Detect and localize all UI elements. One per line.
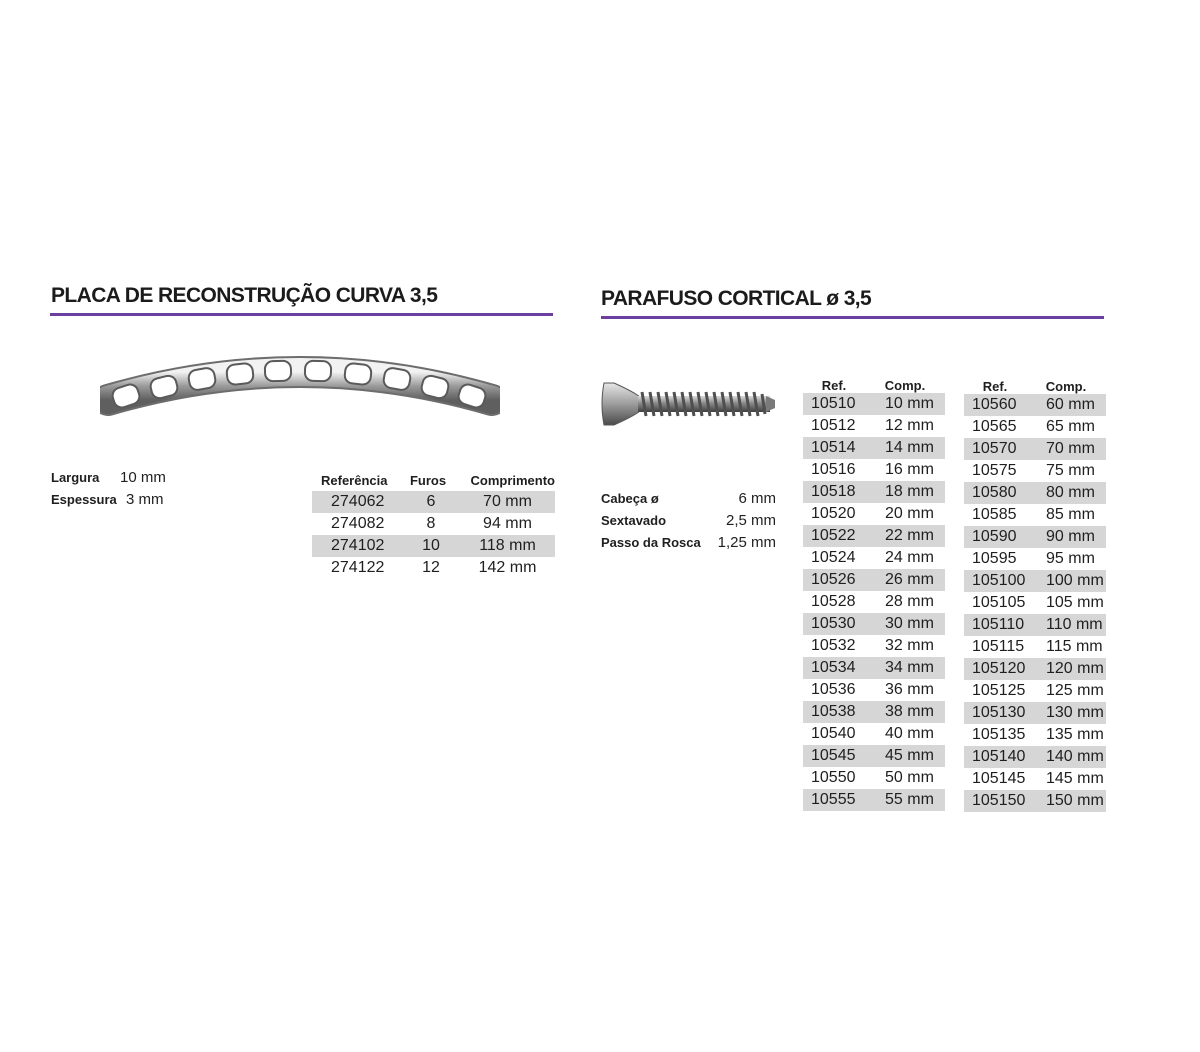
table-row xyxy=(803,679,945,701)
cell-ref: 274082 xyxy=(331,515,385,532)
table-row xyxy=(803,415,945,437)
cell-length: 45 mm xyxy=(885,747,934,764)
spec-label: Sextavado xyxy=(601,513,667,528)
spec-row-head xyxy=(601,488,776,510)
plate-table xyxy=(312,468,555,579)
spec-label: Espessura xyxy=(51,492,117,507)
header-length: Comp. xyxy=(1045,379,1087,394)
cell-length: 38 mm xyxy=(885,703,934,720)
cell-length: 110 mm xyxy=(1046,616,1103,633)
table-header xyxy=(803,371,945,393)
cell-ref: 10514 xyxy=(811,439,856,456)
cell-ref: 10550 xyxy=(811,769,856,786)
table-row xyxy=(803,635,945,657)
cell-length: 90 mm xyxy=(1046,528,1095,545)
table-row xyxy=(964,702,1106,724)
spec-row-width xyxy=(51,467,166,489)
spec-label: Cabeça ø xyxy=(601,491,659,506)
table-row xyxy=(312,513,555,535)
table-row xyxy=(803,503,945,525)
header-ref: Ref. xyxy=(821,378,847,393)
cell-ref: 10560 xyxy=(972,396,1017,413)
cell-length: 14 mm xyxy=(885,439,934,456)
curved-plate-icon xyxy=(100,350,500,425)
screw-title-rule xyxy=(601,316,1104,319)
cell-ref: 10534 xyxy=(811,659,856,676)
cell-ref: 10528 xyxy=(811,593,856,610)
cell-length: 65 mm xyxy=(1046,418,1095,435)
cell-ref: 10595 xyxy=(972,550,1017,567)
cell-length: 12 mm xyxy=(885,417,934,434)
table-row xyxy=(803,569,945,591)
table-header xyxy=(964,372,1106,394)
header-reference: Referência xyxy=(321,473,388,488)
cell-ref: 10545 xyxy=(811,747,856,764)
cell-holes: 10 xyxy=(422,537,440,554)
cell-length: 34 mm xyxy=(885,659,934,676)
spec-value: 2,5 mm xyxy=(725,512,776,529)
cell-ref: 10570 xyxy=(972,440,1017,457)
table-row xyxy=(964,768,1106,790)
table-row xyxy=(803,393,945,415)
cell-ref: 105115 xyxy=(972,638,1025,655)
cell-length: 115 mm xyxy=(1046,638,1103,655)
cell-length: 55 mm xyxy=(885,791,934,808)
cell-length: 100 mm xyxy=(1046,572,1104,589)
cell-ref: 10575 xyxy=(972,462,1017,479)
cell-ref: 105105 xyxy=(972,594,1026,611)
cell-length: 20 mm xyxy=(885,505,934,522)
table-row xyxy=(964,416,1106,438)
cell-length: 75 mm xyxy=(1046,462,1095,479)
cell-length: 70 mm xyxy=(1046,440,1095,457)
cell-ref: 10540 xyxy=(811,725,856,742)
table-row xyxy=(964,614,1106,636)
cell-length: 125 mm xyxy=(1046,682,1104,699)
cell-length: 40 mm xyxy=(885,725,934,742)
header-holes: Furos xyxy=(409,473,447,488)
table-row xyxy=(312,491,555,513)
cell-ref: 105110 xyxy=(972,616,1025,633)
cell-length: 94 mm xyxy=(483,515,532,532)
cell-length: 60 mm xyxy=(1046,396,1095,413)
table-row xyxy=(803,745,945,767)
table-row xyxy=(964,460,1106,482)
plate-section-title: PLACA DE RECONSTRUÇÃO CURVA 3,5 xyxy=(51,284,438,307)
cell-ref: 10555 xyxy=(811,791,856,808)
cell-holes: 8 xyxy=(426,515,436,532)
table-row xyxy=(964,438,1106,460)
cell-ref: 105150 xyxy=(972,792,1026,809)
table-row xyxy=(803,459,945,481)
spec-value: 10 mm xyxy=(120,469,166,486)
table-row xyxy=(964,548,1106,570)
cell-ref: 274062 xyxy=(331,493,385,510)
cell-ref: 10585 xyxy=(972,506,1017,523)
cell-length: 140 mm xyxy=(1046,748,1104,765)
table-row xyxy=(964,482,1106,504)
table-row xyxy=(964,570,1106,592)
table-header xyxy=(312,468,555,488)
table-row xyxy=(312,535,555,557)
header-length: Comp. xyxy=(884,378,926,393)
cell-ref: 105125 xyxy=(972,682,1026,699)
table-row xyxy=(964,592,1106,614)
table-row xyxy=(803,525,945,547)
table-row xyxy=(964,680,1106,702)
table-row xyxy=(964,790,1106,812)
cell-ref: 10520 xyxy=(811,505,856,522)
cell-ref: 105120 xyxy=(972,660,1026,677)
cell-length: 70 mm xyxy=(483,493,532,510)
header-length: Comprimento xyxy=(470,473,555,488)
spec-value: 3 mm xyxy=(126,491,164,508)
cell-length: 16 mm xyxy=(885,461,934,478)
spec-row-pitch xyxy=(601,532,776,554)
table-row xyxy=(312,557,555,579)
plate-specs xyxy=(51,467,166,511)
cortical-screw-icon xyxy=(600,378,778,430)
cell-ref: 10518 xyxy=(811,483,856,500)
cell-length: 32 mm xyxy=(885,637,934,654)
cell-ref: 10512 xyxy=(811,417,856,434)
cell-holes: 6 xyxy=(426,493,436,510)
spec-row-thickness xyxy=(51,489,166,511)
cell-ref: 105130 xyxy=(972,704,1026,721)
cell-length: 22 mm xyxy=(885,527,934,544)
cell-ref: 10524 xyxy=(811,549,856,566)
cell-ref: 10526 xyxy=(811,571,856,588)
cell-length: 95 mm xyxy=(1046,550,1095,567)
cell-ref: 10538 xyxy=(811,703,856,720)
header-ref: Ref. xyxy=(982,379,1008,394)
cell-ref: 274122 xyxy=(331,559,385,576)
table-row xyxy=(964,724,1106,746)
spec-value: 1,25 mm xyxy=(717,534,776,551)
cell-holes: 12 xyxy=(422,559,440,576)
screw-table-left xyxy=(803,371,945,811)
table-row xyxy=(803,789,945,811)
cell-ref: 105135 xyxy=(972,726,1026,743)
table-row xyxy=(803,613,945,635)
screw-table-right xyxy=(964,372,1106,812)
cell-length: 130 mm xyxy=(1046,704,1104,721)
cell-ref: 10510 xyxy=(811,395,856,412)
cell-length: 50 mm xyxy=(885,769,934,786)
cell-ref: 10565 xyxy=(972,418,1017,435)
cell-length: 118 mm xyxy=(479,537,536,554)
table-row xyxy=(803,767,945,789)
cell-length: 30 mm xyxy=(885,615,934,632)
plate-title-rule xyxy=(50,313,553,316)
cell-length: 150 mm xyxy=(1046,792,1104,809)
cell-ref: 10590 xyxy=(972,528,1017,545)
cell-ref: 10530 xyxy=(811,615,856,632)
table-row xyxy=(964,636,1106,658)
table-row xyxy=(803,481,945,503)
cell-length: 80 mm xyxy=(1046,484,1095,501)
cell-length: 36 mm xyxy=(885,681,934,698)
cell-ref: 10516 xyxy=(811,461,856,478)
cell-ref: 105140 xyxy=(972,748,1026,765)
table-row xyxy=(964,526,1106,548)
cell-ref: 105145 xyxy=(972,770,1026,787)
table-row xyxy=(964,504,1106,526)
table-row xyxy=(803,701,945,723)
screw-specs xyxy=(601,488,776,554)
cell-length: 120 mm xyxy=(1046,660,1104,677)
cell-length: 28 mm xyxy=(885,593,934,610)
table-row xyxy=(803,723,945,745)
table-row xyxy=(964,394,1106,416)
cell-length: 105 mm xyxy=(1046,594,1104,611)
spec-row-hex xyxy=(601,510,776,532)
cell-ref: 274102 xyxy=(331,537,385,554)
cell-ref: 10532 xyxy=(811,637,856,654)
spec-value: 6 mm xyxy=(738,490,776,507)
screw-section-title: PARAFUSO CORTICAL ø 3,5 xyxy=(601,287,872,310)
cell-length: 24 mm xyxy=(885,549,934,566)
cell-ref: 10522 xyxy=(811,527,856,544)
cell-ref: 10536 xyxy=(811,681,856,698)
table-row xyxy=(803,591,945,613)
cell-length: 10 mm xyxy=(885,395,934,412)
table-row xyxy=(803,547,945,569)
spec-label: Largura xyxy=(51,470,100,485)
table-row xyxy=(803,657,945,679)
cell-length: 85 mm xyxy=(1046,506,1095,523)
table-row xyxy=(964,658,1106,680)
cell-ref: 10580 xyxy=(972,484,1017,501)
cell-length: 145 mm xyxy=(1046,770,1104,787)
cell-length: 18 mm xyxy=(885,483,934,500)
table-row xyxy=(964,746,1106,768)
table-row xyxy=(803,437,945,459)
cell-length: 135 mm xyxy=(1046,726,1104,743)
cell-length: 142 mm xyxy=(478,559,537,576)
cell-ref: 105100 xyxy=(972,572,1026,589)
spec-label: Passo da Rosca xyxy=(601,535,701,550)
cell-length: 26 mm xyxy=(885,571,934,588)
